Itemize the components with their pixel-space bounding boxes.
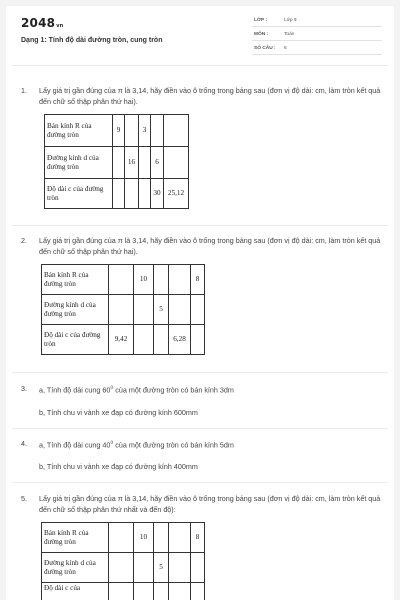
- table-cell: [154, 583, 169, 600]
- meta-row-class: [252, 16, 382, 27]
- table-cell: [113, 179, 125, 209]
- table-cell: 9,42: [109, 325, 134, 355]
- question-part-b: b, Tính chu vi vành xe đạp có đường kính 600mm: [39, 408, 198, 417]
- question-part-a: [39, 383, 384, 395]
- degree-superscript: 0: [110, 386, 114, 391]
- table-cell: [191, 325, 205, 355]
- header-divider: [12, 65, 388, 66]
- table-cell: 5: [154, 553, 169, 583]
- table-cell: 16: [125, 147, 139, 179]
- table-cell: [191, 583, 205, 600]
- meta-key: LỚP :: [254, 18, 268, 23]
- question-text: Lấy giá trị gần đúng của π là 3,14, hãy điền vào ô trống trong bảng sau (đơn vị độ dài: cm, làm tròn kết quả đến chữ số thập phân thứ hai).: [39, 236, 381, 256]
- table-cell: 10: [134, 265, 154, 295]
- table-cell: [109, 523, 134, 553]
- question-number: 3.: [21, 384, 27, 393]
- page-title: Dạng 1: Tính độ dài đường tròn, cung tròn: [21, 37, 163, 44]
- table-cell: [139, 147, 151, 179]
- worksheet-header: [6, 6, 394, 66]
- table-cell: [169, 523, 191, 553]
- part-a-text-rest: của một đường tròn có bán kính 5dm: [113, 440, 234, 450]
- table-cell: 6: [151, 147, 164, 179]
- answer-table: [41, 522, 205, 600]
- table-cell: Bán kính R của đường tròn: [45, 115, 113, 147]
- table-cell: [169, 265, 191, 295]
- section-divider: [12, 225, 388, 226]
- table-cell: [113, 147, 125, 179]
- table-cell: [154, 325, 169, 355]
- table-cell: [154, 265, 169, 295]
- table-cell: 3: [139, 115, 151, 147]
- table-cell: [191, 295, 205, 325]
- table-cell: Độ dài c của đường tròn: [42, 325, 109, 355]
- site-logo[interactable]: [21, 16, 63, 30]
- logo-suffix: vn: [56, 23, 64, 29]
- table-cell: 25,12: [164, 179, 189, 209]
- question-number: 5.: [21, 494, 27, 503]
- table-cell: 8: [191, 265, 205, 295]
- table-cell: [164, 147, 189, 179]
- table-cell: 6,28: [169, 325, 191, 355]
- question-number: 2.: [21, 236, 27, 245]
- meta-value: 6: [284, 46, 287, 51]
- table-cell: [169, 553, 191, 583]
- part-a-text: a, Tính độ dài cung 40: [39, 440, 111, 450]
- question-number: 4.: [21, 439, 27, 448]
- table-cell: [169, 583, 191, 600]
- table-cell: Bán kính R của đường tròn: [42, 265, 109, 295]
- table-cell: [154, 523, 169, 553]
- table-cell: Đường kính d của đường tròn: [42, 553, 109, 583]
- section-divider: [12, 372, 388, 373]
- table-cell: [134, 295, 154, 325]
- degree-superscript: 0: [110, 441, 114, 446]
- table-cell: Độ dài c của đường tròn: [45, 179, 113, 209]
- table-cell: 9: [113, 115, 125, 147]
- meta-value: Toán: [284, 32, 295, 37]
- meta-key: MÔN :: [254, 32, 269, 37]
- question-number: 1.: [21, 86, 27, 95]
- table-cell: 30: [151, 179, 164, 209]
- worksheet-page: [6, 6, 394, 600]
- meta-key: SỐ CÂU :: [254, 46, 276, 51]
- question-text: Lấy giá trị gần đúng của π là 3,14, hãy điền vào ô trống trong bảng sau (đơn vị độ dài: cm, làm tròn kết quả đến chữ số thập phân thứ hai).: [39, 86, 381, 106]
- table-cell: [169, 295, 191, 325]
- part-a-text-rest: của một đường tròn có bán kính 3dm: [113, 385, 234, 395]
- table-cell: 8: [191, 523, 205, 553]
- table-cell: 10: [134, 523, 154, 553]
- table-cell: [125, 115, 139, 147]
- meta-row-count: [252, 44, 382, 55]
- section-divider: [12, 482, 388, 483]
- table-cell: [134, 325, 154, 355]
- part-a-text: a, Tính độ dài cung 60: [39, 385, 111, 395]
- question-text: Lấy giá trị gần đúng của π là 3,14, hãy điền vào ô trống trong bảng sau (đơn vị độ dài: cm, làm tròn kết quả đến chữ số thập phân thứ nhất và đến độ):: [39, 494, 381, 514]
- table-cell: [109, 553, 134, 583]
- table-cell: [125, 179, 139, 209]
- answer-table: [44, 114, 189, 209]
- meta-row-subject: [252, 30, 382, 41]
- table-cell: [151, 115, 164, 147]
- table-cell: [134, 553, 154, 583]
- question-part-b: b, Tính chu vi vành xe đạp có đường kính 400mm: [39, 462, 198, 471]
- table-cell: Độ dài c của: [42, 583, 109, 600]
- table-cell: Đường kính d của đường tròn: [45, 147, 113, 179]
- table-cell: 5: [154, 295, 169, 325]
- table-cell: [134, 583, 154, 600]
- table-cell: [191, 553, 205, 583]
- logo-text: 2048: [21, 16, 56, 30]
- table-cell: [109, 295, 134, 325]
- table-cell: Bán kính R của đường tròn: [42, 523, 109, 553]
- table-cell: [139, 179, 151, 209]
- section-divider: [12, 428, 388, 429]
- meta-value: Lớp 9: [284, 18, 297, 23]
- answer-table: [41, 264, 205, 355]
- table-cell: [164, 115, 189, 147]
- question-part-a: [39, 438, 384, 450]
- table-cell: [109, 583, 134, 600]
- table-cell: Đường kính d của đường tròn: [42, 295, 109, 325]
- table-cell: [109, 265, 134, 295]
